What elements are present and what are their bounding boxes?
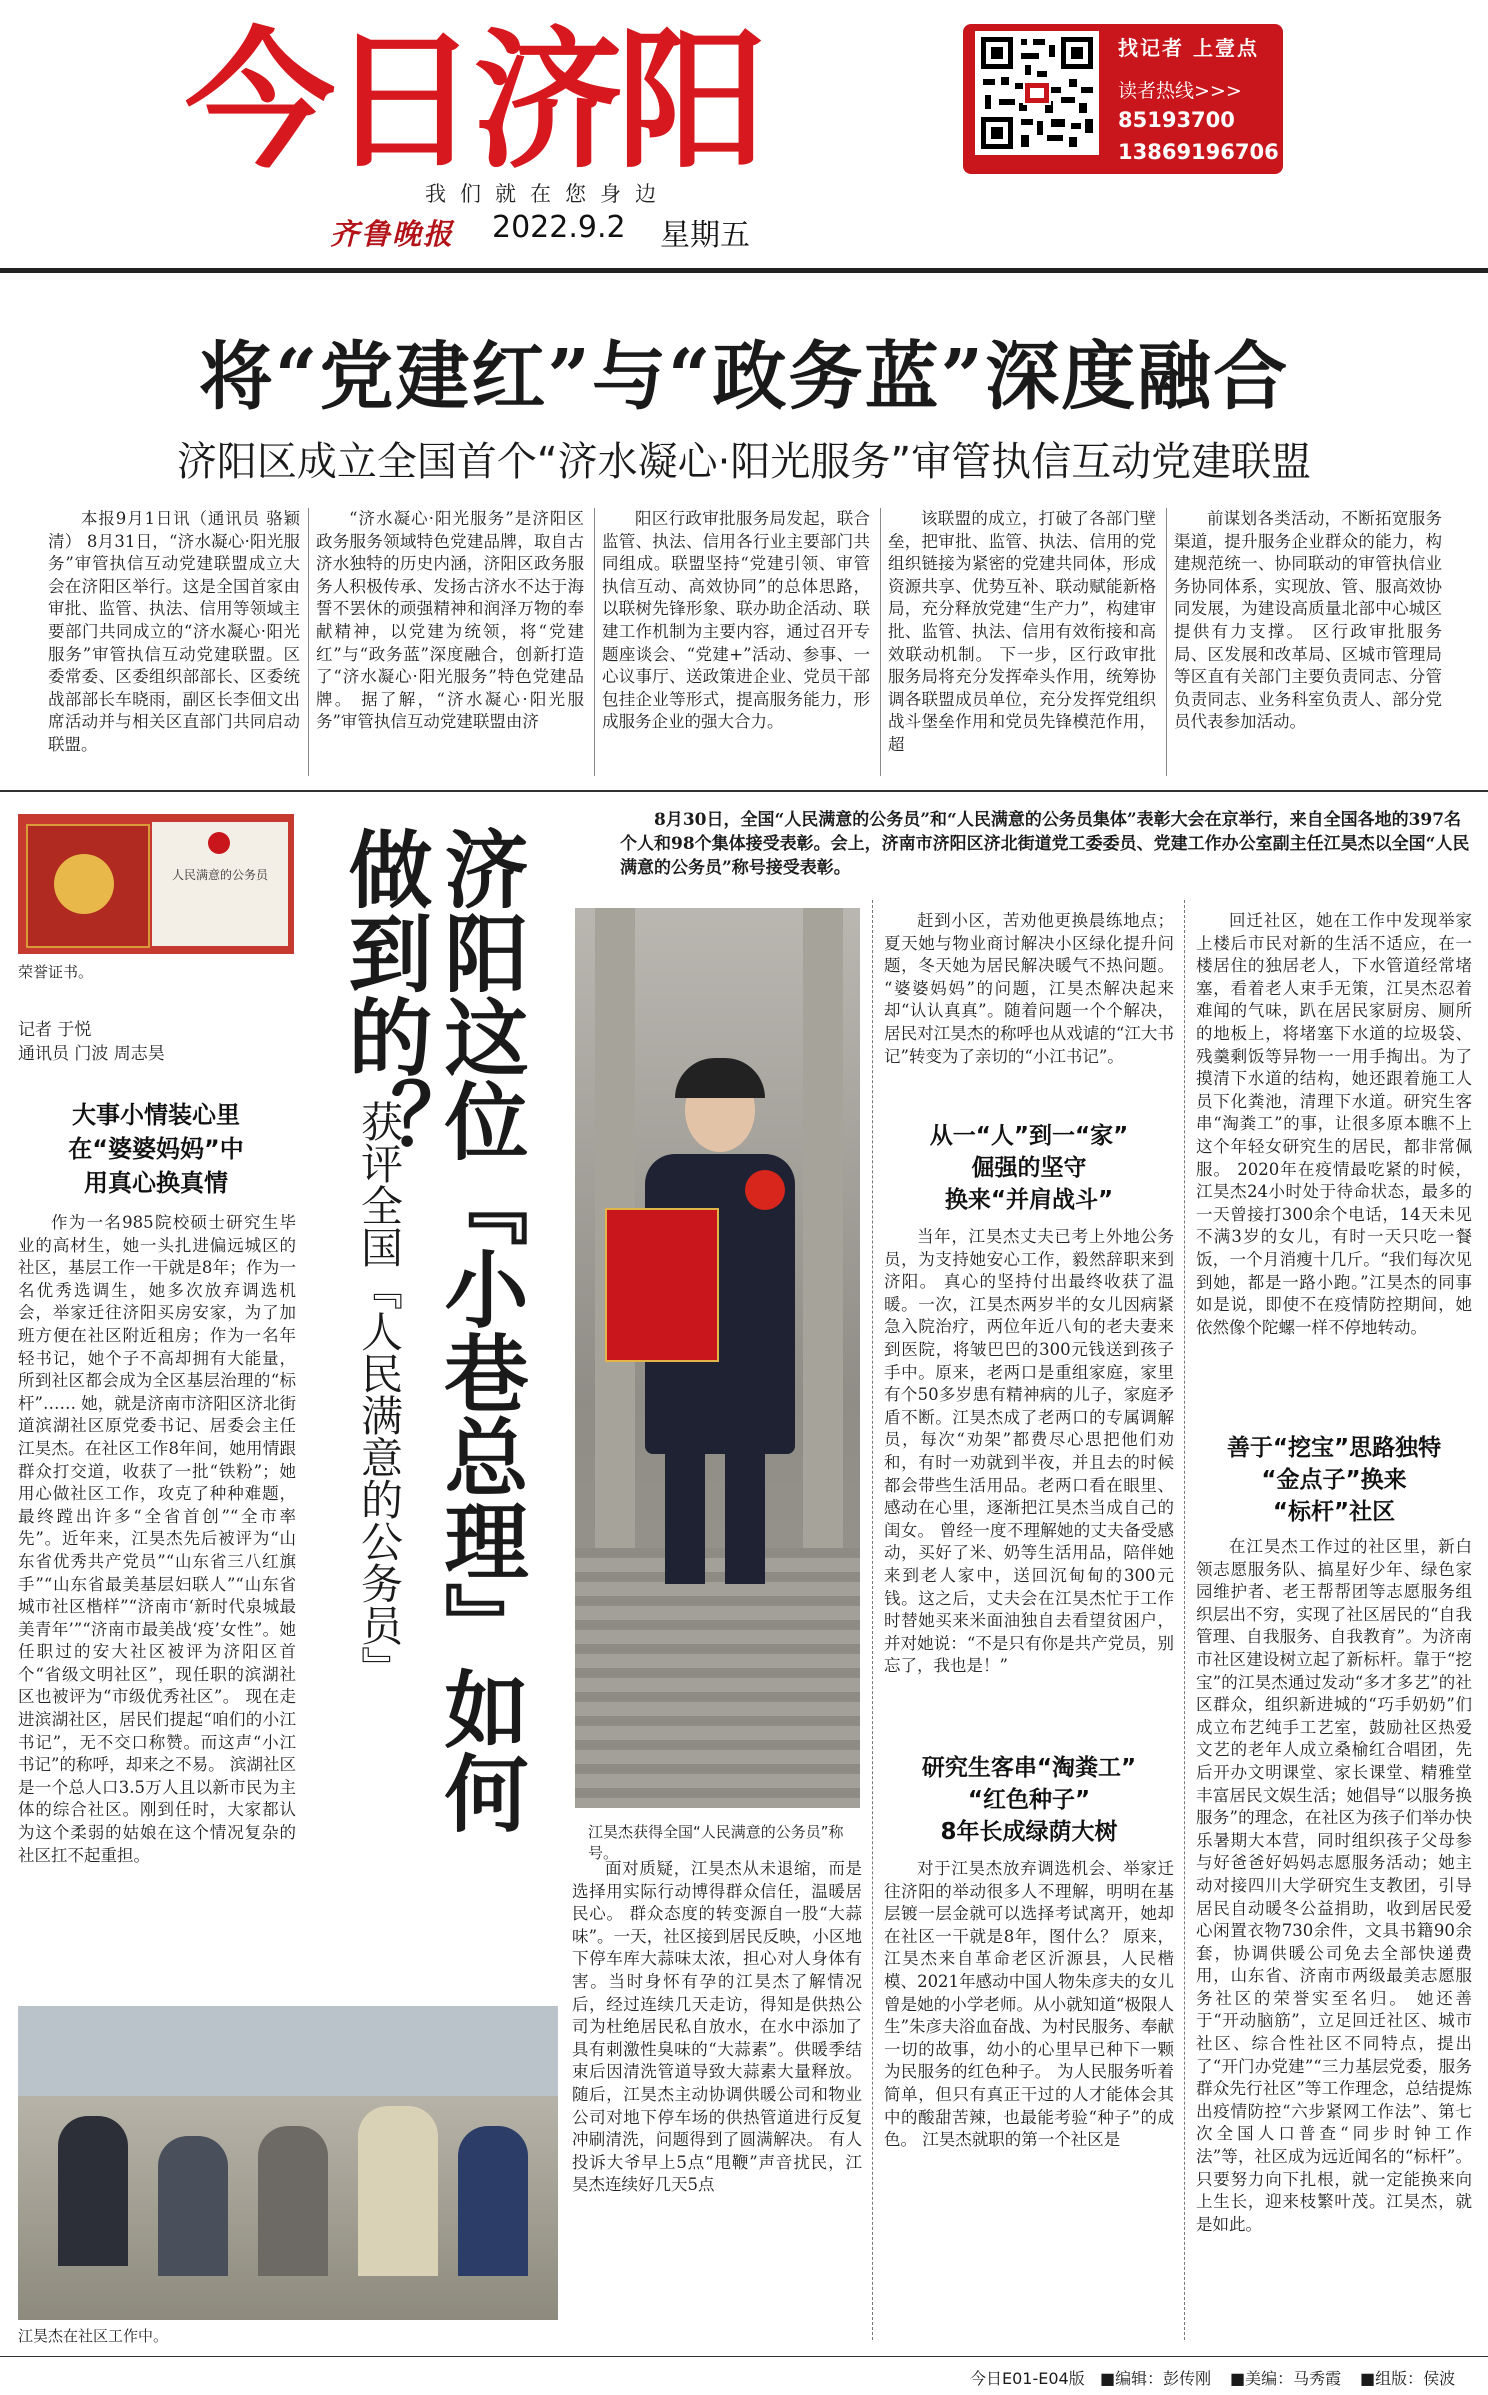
feature-title: 济阳这位『小巷总理』如何做到的？ [335, 826, 529, 1834]
section2-title: 从一“人”到一“家” 倔强的坚守 换来“并肩战斗” [929, 1123, 1129, 1213]
footer-rule [0, 2356, 1488, 2357]
column-divider [872, 900, 873, 2340]
feature-col-c: 赶到小区，苦劝他更换晨练地点；夏天她与物业商讨解决小区绿化提升问题，冬天她为居民解决暖气不热问题。 “婆婆妈妈”的问题，江昊杰解决起来却“认认真真”。随着问题一个个解决，居民对江昊杰的称呼也从戏谑的“江大书记”转变为了亲切的“小江书记”。 [884, 911, 1174, 1066]
column-divider [1166, 508, 1167, 776]
sky [18, 2006, 558, 2096]
community-photo-caption: 江昊杰在社区工作中。 [18, 2327, 169, 2345]
column-divider [594, 508, 595, 776]
person [58, 2116, 128, 2266]
red-flower [745, 1170, 785, 1210]
issue-date: 2022.9.2 [492, 210, 626, 245]
section-rule [0, 790, 1488, 792]
person [458, 2126, 528, 2276]
feature-lead: 8月30日，全国“人民满意的公务员”和“人民满意的公务员集体”表彰大会在京举行，来自全国各地的397名个人和98个集体接受表彰。会上，济南市济阳区济北街道党工委委员、党建工作办公室副主任江昊杰以全国“人民满意的公务员”称号接受表彰。 [620, 810, 1470, 878]
column-divider [880, 508, 881, 776]
emblem-icon [208, 832, 230, 854]
section4-title: 善于“挖宝”思路独特 “金点子”换来 “标杆”社区 [1226, 1435, 1442, 1525]
column-divider [1184, 900, 1185, 2340]
section1-title: 大事小情装心里 在“婆婆妈妈”中 用真心换真情 [68, 1101, 244, 1197]
feature-col-d: 回迁社区，她在工作中发现举家上楼后市民对新的生活不适应，在一楼居住的独居老人，下水管道经常堵塞，看着老人束手无策，江昊杰忍着难闻的气味，趴在居民家厨房、厕所的地板上，将堵塞下水道的垃圾袋、残羹剩饭等异物一一用手掏出。为了摸清下水道的结构，她还跟着施工人员下化粪池，清理下水道。研究生客串“淘粪工”的事，让很多原本瞧不上这个年轻女研究生的居民，都非常佩服。 2020年在疫情最吃紧的时候，江昊杰24小时处于待命状态，最多的一天曾接打300余个电话，14天未见不满3岁的女儿，有时一天只吃一餐饭，一个月消瘦十几斤。“我们每次见到她，都是一路小跑。”江昊杰的同事如是说，即使不在疫情防控期间，她依然像个陀螺一样不停地转动。 [1196, 911, 1472, 1337]
masthead-title: 今日济阳 [185, 15, 762, 189]
person [158, 2136, 228, 2276]
hotline-phone2[interactable]: 13869196706 [1118, 140, 1279, 164]
person [258, 2126, 328, 2276]
certificate-page [152, 822, 288, 946]
footer-proof: ■组版：侯波 [1360, 2369, 1456, 2388]
footer-pages: 今日E01-E04版 [970, 2369, 1085, 2388]
issue-weekday: 星期五 [660, 218, 750, 253]
person-leg [725, 1454, 765, 1584]
feature-col-c2: 当年，江昊杰丈夫已考上外地公务员，为支持她安心工作，毅然辞职来到济阳。 真心的坚持付出最终收获了温暖。一次，江昊杰两岁半的女儿因病紧急入院治疗，两位年近八旬的老夫妻来到医院，将皱巴巴的300元钱送到孩子手中。原来，老两口是重组家庭，家里有个50多岁患有精神病的儿子，家庭矛盾不断。江昊杰成了老两口的专属调解员，每次“劝架”都费尽心思把他们劝和，有时一劝就到半夜，并且去的时候都会带些生活用品。老两口看在眼里、感动在心里，逐渐把江昊杰当成自己的闺女。 曾经一度不理解她的丈夫备受感动，买好了米、奶等生活用品，陪伴她来到老人家中，送回沉甸甸的300元钱。这之后，丈夫会在江昊杰忙于工作时替她买来米面油独自去看望贫困户，并对她说：“不是只有你是共产党员，别忘了，我也是！” [884, 1227, 1174, 1676]
community-photo [18, 2006, 558, 2320]
newspaper-brand: 齐鲁晚报 [330, 217, 455, 251]
lead-col-2: “济水凝心·阳光服务”是济阳区政务服务领域特色党建品牌，取自古济水独特的历史内涵，济阳区政务服务人积极传承、发扬古济水不达于海誓不罢休的顽强精神和润泽万物的奉献精神，以党建为统领，将“党建红”与“政务蓝”深度融合，创新打造了“济水凝心·阳光服务”特色党建品牌。 据了解，“济水凝心·阳光服务”审管执信互动党建联盟由济 [316, 509, 584, 732]
lead-col-1: 本报9月1日讯（通讯员 骆颖清） 8月31日，“济水凝心·阳光服务”审管执信互动党建联盟成立大会在济阳区举行。这是全国首家由审批、监管、执法、信用等领域主要部门共同成立的“济水凝心·阳光服务”审管执信互动党建联盟。区委常委、区委组织部部长、区委统战部部长车晓雨，副区长李佃文出席活动并与相关区直部门共同启动联盟。 [48, 509, 300, 754]
person-leg [665, 1454, 705, 1584]
byline-reporter: 记者 于悦 [18, 1020, 92, 1040]
column-divider [308, 508, 309, 776]
main-photo-caption: 江昊杰获得全国“人民满意的公务员”称号。 [588, 1823, 844, 1862]
byline-correspondent: 通讯员 门波 周志昊 [18, 1044, 165, 1064]
feature-col-a: 作为一名985院校硕士研究生毕业的高材生，她一头扎进偏远城区的社区，基层工作一干就是8年；作为一名优秀选调生，她多次放弃调选机会，举家迁往济阳买房安家，为了加班方便在社区附近租房；作为一名年轻书记，她个子不高却拥有大能量，所到社区都会成为全区基层治理的“标杆”…… 她，就是济南市济阳区济北街道滨湖社区原党委书记、居委会主任江昊杰。在社区工作8年间，她用情跟群众打交道，收获了一批“铁粉”；她用心做社区工作，攻克了种种难题，最终蹚出许多“全省首创”“全市率先”。近年来，江昊杰先后被评为“山东省优秀共产党员”“山东省三八红旗手”“山东省最美基层妇联人”“山东省城市社区楷样”“济南市‘新时代泉城最美青年’”“济南市最美战‘疫’女性”。她任职过的安大社区被评为济阳区首个“省级文明社区”，现任职的滨湖社区也被评为“市级优秀社区”。 现在走进滨湖社区，居民们提起“咱们的小江书记”，无不交口称赞。而这声“小江书记”的称呼，却来之不易。 滨湖社区是一个总人口3.5万人且以新市民为主体的综合社区。刚到任时，大家都认为这个柔弱的姑娘在这个情况复杂的社区扛不起重担。 [18, 1213, 296, 1865]
feature-col-c3: 对于江昊杰放弃调选机会、举家迁往济阳的举动很多人不理解，明明在基层镀一层金就可以选择考试离开，她却在社区一干就是8年，图什么？ 原来，江昊杰来自革命老区沂源县，人民楷模、2021年感动中国人物朱彦夫的女儿曾是她的小学老师。从小就知道“极限人生”朱彦夫浴血奋战、为村民服务、奉献一切的故事，幼小的心里早已种下一颗为民服务的红色种子。 为人民服务听着简单，但只有真正干过的人才能体会其中的酸甜苦辣，也最能考验“种子”的成色。 江昊杰就职的第一个社区是 [884, 1859, 1174, 2150]
qr-code-icon[interactable] [975, 31, 1099, 155]
lead-subhead: 济阳区成立全国首个“济水凝心·阳光服务”审管执信互动党建联盟 [176, 439, 1312, 485]
footer-art: ■美编：马秀霞 [1230, 2369, 1342, 2388]
emblem-icon [54, 854, 114, 914]
hotline-line1: 找记者 上壹点 [1118, 36, 1259, 60]
masthead-rule [0, 268, 1488, 273]
feature-col-b: 面对质疑，江昊杰从未退缩，而是选择用实际行动博得群众信任，温暖居民心。 群众态度的转变源自一股“大蒜味”。一天，社区接到居民反映，小区地下停车库大蒜味太浓，担心对人身体有害。当时身怀有孕的江昊杰了解情况后，经过连续几天走访，得知是供热公司为杜绝居民私自放水，在水中添加了具有刺激性臭味的“大蒜素”。供暖季结束后因清洗管道导致大蒜素大量释放。 随后，江昊杰主动协调供暖公司和物业公司对地下停车场的供热管道进行反复冲刷清洗，问题得到了圆满解决。 有人投诉大爷早上5点“甩鞭”声音扰民，江昊杰连续好几天5点 [572, 1859, 862, 2195]
feature-col-d2: 在江昊杰工作过的社区里，新白领志愿服务队、搞星好少年、绿色家园维护者、老王帮帮团等志愿服务组织层出不穷，实现了社区居民的“自我管理、自我服务、自我教育”。为济南市社区建设树立起了新标杆。靠于“挖宝”的江昊杰通过发动“多才多艺”的社区群众，组织新进城的“巧手奶奶”们成立布艺纯手工艺室，鼓励社区热爱文艺的老年人成立桑榆红合唱团，先后开办文明课堂、家长课堂、精雅堂丰富居民文娱生活；她倡导“以服务换服务”的理念，在社区为孩子们举办快乐暑期大本营，同时组织孩子父母参与好爸爸好妈妈志愿服务活动；她主动对接四川大学研究生支教团，引导居民自动暖冬公益捐助，收到居民爱心闲置衣物730余件，文具书籍90余套，协调供暖公司免去全部快递费用，山东省、济南市两级最美志愿服务社区的荣誉实至名归。 她还善于“开动脑筋”，立足回迁社区、城市社区、综合性社区不同特点，提出了“开门办党建”“三力基层党委，服务群众先行社区”等工作理念，总结提炼出疫情防控“六步紧网工作法”、第七次全国人口普查“同步时钟工作法”等，社区成为远近闻名的“标杆”。 只要努力向下扎根，就一定能换来向上生长，迎来枝繁叶茂。江昊杰，就是如此。 [1196, 1537, 1472, 2234]
pillar [803, 908, 843, 1548]
certificate-held [605, 1208, 719, 1362]
person-hair [675, 1058, 765, 1098]
lead-headline: 将“党建红”与“政务蓝”深度融合 [198, 334, 1290, 420]
footer-editor: ■编辑：彭传刚 [1100, 2369, 1212, 2388]
steps [575, 1548, 860, 1808]
lead-col-5: 前谋划各类活动，不断拓宽服务渠道，提升服务企业群众的能力，构建规范统一、协同联动的审管执信业务协同体系，实现放、管、服高效协同发展，为建设高质量北部中心城区提供有力支撑。 区行政审批服务局、区发展和改革局、区城市管理局等区直有关部门主要负责同志、分管负责同志、业务科室负责人、部分党员代表参加活动。 [1174, 509, 1442, 732]
person [358, 2106, 438, 2276]
feature-subtitle: 获评全国『人民满意的公务员』 [355, 1100, 404, 1688]
certificate-text: 人民满意的公务员 [171, 868, 268, 882]
hotline-line2: 读者热线>>> [1118, 80, 1242, 102]
certificate-photo [18, 814, 294, 954]
masthead-slogan: 我们就在您身边 [425, 182, 670, 206]
certificate-caption: 荣誉证书。 [18, 963, 94, 981]
lead-col-4: 该联盟的成立，打破了各部门壁垒，把审批、监管、执法、信用的党组织链接为紧密的党建共同体，形成资源共享、优势互补、联动赋能新格局，充分释放党建“生产力”，构建审批、监管、执法、信用有效衔接和高效联动机制。 下一步，区行政审批服务局将充分发挥牵头作用，统筹协调各联盟成员单位，充分发挥党组织战斗堡垒作用和党员先锋模范作用，超 [888, 509, 1156, 754]
lead-col-3: 阳区行政审批服务局发起，联合监管、执法、信用各行业主要部门共同组成。联盟坚持“党建引领、审管执信互动、高效协同”的总体思路，以联树先锋形象、联办助企活动、联建工作机制为主要内容，通过召开专题座谈会、“党建+”活动、参事、一心议事厅、送政策进企业、党员干部包挂企业等形式，提高服务能力，形成服务企业的强大合力。 [602, 509, 870, 732]
main-photo [575, 908, 860, 1808]
hotline-phone1[interactable]: 85193700 [1118, 108, 1235, 132]
section3-title: 研究生客串“淘粪工” “红色种子” 8年长成绿荫大树 [921, 1755, 1137, 1845]
